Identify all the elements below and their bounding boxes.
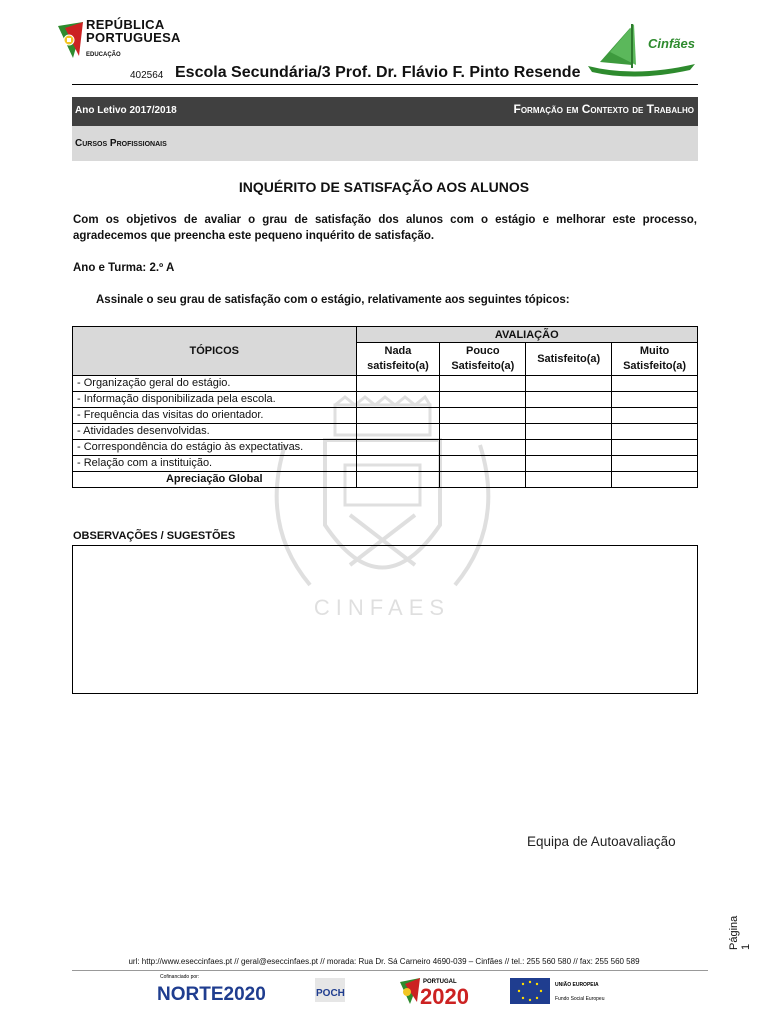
gov-title: REPÚBLICA PORTUGUESA: [86, 17, 181, 45]
rating-cell[interactable]: [440, 472, 526, 488]
intro-text: Com os objetivos de avaliar o grau de satisfação dos alunos com o estágio e melhorar este processo, agradecemos que preencha este pequeno inquérito de satisfação.: [73, 214, 697, 242]
poch-logo: POCH: [316, 988, 345, 999]
portugal2020-logo: 2020: [420, 984, 469, 1009]
rating-cell[interactable]: [612, 392, 698, 408]
table-row-global: [73, 472, 698, 488]
norte2020-logo: NORTE2020: [157, 984, 266, 1005]
instruction-text: Assinale o seu grau de satisfação com o estágio, relativamente aos seguintes tópicos:: [96, 294, 570, 306]
satisfaction-table: [72, 326, 698, 488]
rating-header-nada: Nada satisfeito(a): [356, 343, 440, 376]
table-row: [73, 456, 698, 472]
page-number: Página 1: [728, 915, 752, 950]
cofinanced-text: Cofinanciado por:: [160, 974, 200, 980]
table-row: [73, 440, 698, 456]
table-row: [73, 408, 698, 424]
rating-cell[interactable]: [526, 472, 612, 488]
rating-cell[interactable]: [440, 376, 526, 392]
portugal-label: PORTUGAL: [423, 979, 457, 985]
program-name: Formação em Contexto de Trabalho: [513, 102, 694, 116]
rating-cell[interactable]: [526, 456, 612, 472]
rating-cell[interactable]: [612, 408, 698, 424]
observations-title: OBSERVAÇÕES / SUGESTÕES: [73, 530, 236, 542]
rating-cell[interactable]: [612, 424, 698, 440]
funding-logos: [155, 972, 625, 1010]
rating-cell[interactable]: [526, 440, 612, 456]
topic-label: - Correspondência do estágio às expectativas.: [73, 440, 357, 456]
topic-label: - Relação com a instituição.: [73, 456, 357, 472]
rating-cell[interactable]: [356, 392, 440, 408]
rating-cell[interactable]: [612, 376, 698, 392]
table-row: [73, 392, 698, 408]
rating-cell[interactable]: [612, 472, 698, 488]
topic-label: - Atividades desenvolvidas.: [73, 424, 357, 440]
rating-header-satisfeito: Satisfeito(a): [526, 343, 612, 376]
eu-label: UNIÃO EUROPEIA: [555, 982, 599, 988]
rating-cell[interactable]: [526, 392, 612, 408]
footer-rule: [72, 970, 708, 971]
footer-contacts: url: http://www.eseccinfaes.pt // geral@eseccinfaes.pt // morada: Rua Dr. Sá Carneiro 4690-039 – Cinfães // tel.: 255 560 580 // fax: 255 560 589: [128, 957, 640, 966]
rating-cell[interactable]: [440, 440, 526, 456]
rating-cell[interactable]: [440, 424, 526, 440]
table-row: [73, 376, 698, 392]
crest-text: CINFAES: [313, 595, 451, 620]
evaluation-header: AVALIAÇÃO: [356, 327, 697, 343]
rating-cell[interactable]: [440, 456, 526, 472]
school-name: Escola Secundária/3 Prof. Dr. Flávio F. Pinto Resende: [175, 64, 581, 81]
rating-cell[interactable]: [356, 456, 440, 472]
observations-box[interactable]: [72, 545, 698, 694]
cinfaes-logo-text: Cinfães: [648, 36, 695, 51]
rating-cell[interactable]: [356, 472, 440, 488]
topic-label: - Frequência das visitas do orientador.: [73, 408, 357, 424]
global-label: Apreciação Global: [73, 472, 357, 488]
rating-cell[interactable]: [440, 392, 526, 408]
rating-cell[interactable]: [356, 376, 440, 392]
school-code: 402564: [130, 70, 164, 81]
fse-label: Fundo Social Europeu: [555, 996, 605, 1002]
rating-cell[interactable]: [526, 376, 612, 392]
rating-cell[interactable]: [356, 408, 440, 424]
class-line: Ano e Turma: 2.º A: [73, 262, 175, 274]
topic-label: - Organização geral do estágio.: [73, 376, 357, 392]
survey-title: INQUÉRITO DE SATISFAÇÃO AOS ALUNOS: [238, 179, 530, 195]
header-rule: [72, 84, 698, 85]
gov-subtitle: EDUCAÇÃO: [86, 52, 121, 58]
rating-cell[interactable]: [526, 408, 612, 424]
courses-band: [72, 126, 698, 161]
rating-cell[interactable]: [440, 408, 526, 424]
cinfaes-boat-logo: [580, 20, 700, 80]
school-year: Ano Letivo 2017/2018: [75, 105, 177, 116]
rating-cell[interactable]: [356, 424, 440, 440]
year-band: [72, 97, 698, 126]
team-signature: Equipa de Autoavaliação: [527, 834, 676, 849]
rating-cell[interactable]: [526, 424, 612, 440]
rating-cell[interactable]: [612, 440, 698, 456]
rating-header-muito: Muito Satisfeito(a): [612, 343, 698, 376]
topics-header: TÓPICOS: [73, 327, 357, 376]
rating-header-pouco: Pouco Satisfeito(a): [440, 343, 526, 376]
courses-label: Cursos Profissionais: [75, 138, 167, 149]
rating-cell[interactable]: [356, 440, 440, 456]
topic-label: - Informação disponibilizada pela escola.: [73, 392, 357, 408]
rating-cell[interactable]: [612, 456, 698, 472]
table-row: [73, 424, 698, 440]
